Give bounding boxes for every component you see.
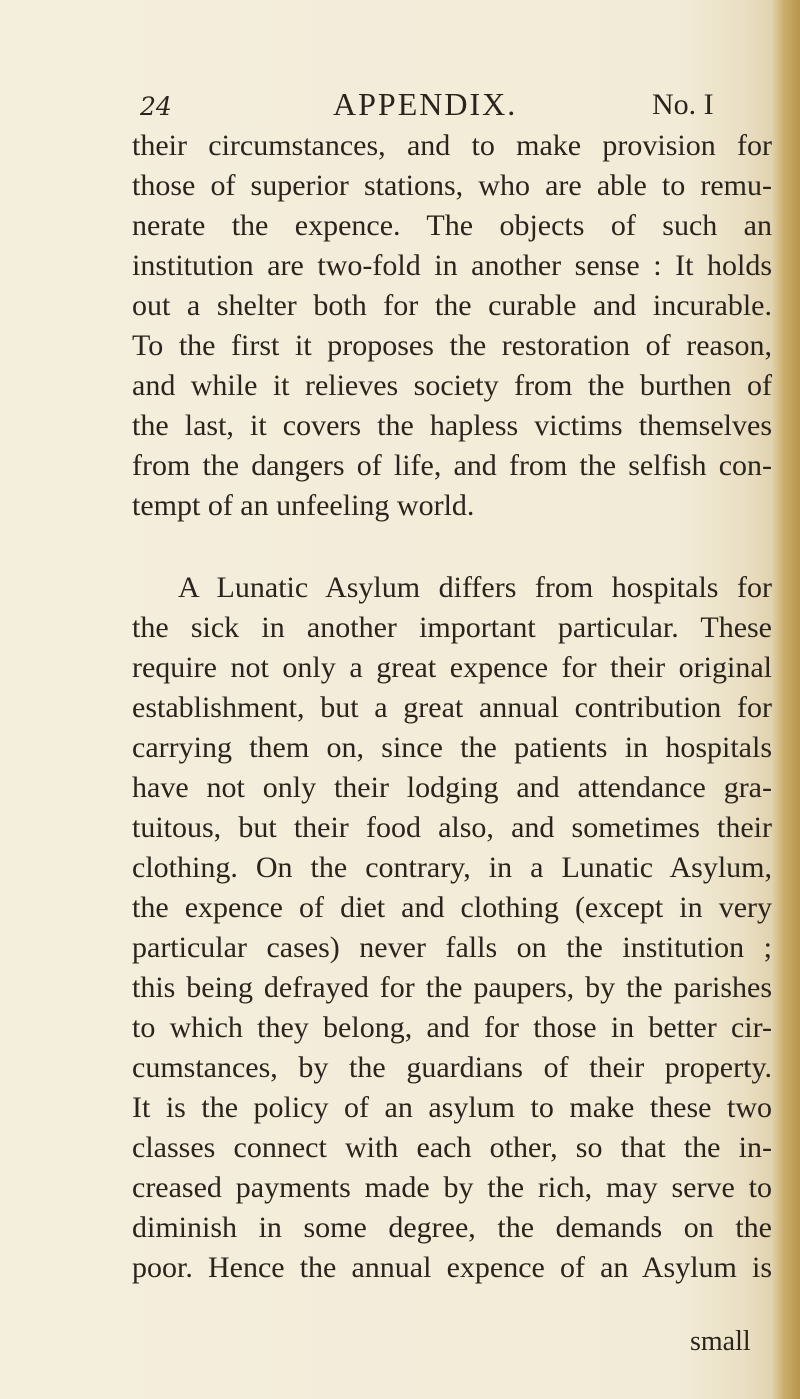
paragraph-1 — [132, 126, 772, 526]
text-line: carrying them on, since the patients in hospitals — [132, 731, 772, 764]
text-line: institution are two-fold in another sense : It holds — [132, 249, 772, 282]
section-reference: No. I — [652, 88, 714, 121]
text-line: establishment, but a great annual contribution for — [132, 691, 772, 724]
text-line: require not only a great expence for their original — [132, 651, 772, 684]
text-line: tempt of an unfeeling world. — [132, 489, 475, 522]
paragraph-2 — [132, 568, 772, 1288]
text-line: creased payments made by the rich, may serve to — [132, 1171, 772, 1204]
text-line: the expence of diet and clothing (except in very — [132, 891, 772, 924]
text-line: cumstances, by the guardians of their property. — [132, 1051, 772, 1084]
text-line: out a shelter both for the curable and incurable. — [132, 289, 772, 322]
text-line: have not only their lodging and attendance gra- — [132, 771, 772, 804]
page-edge — [772, 0, 800, 1399]
text-line: classes connect with each other, so that the in- — [132, 1131, 772, 1164]
text-line: It is the policy of an asylum to make these two — [132, 1091, 772, 1124]
running-header — [0, 86, 800, 130]
running-title: APPENDIX. — [333, 86, 518, 122]
paragraph-gap — [132, 526, 772, 568]
text-line: To the first it proposes the restoration of reason, — [132, 329, 772, 362]
text-line: to which they belong, and for those in better cir- — [132, 1011, 772, 1044]
catchword: small — [690, 1326, 751, 1357]
text-line: clothing. On the contrary, in a Lunatic Asylum, — [132, 851, 772, 884]
text-line: poor. Hence the annual expence of an Asylum is — [132, 1251, 772, 1284]
text-line: the last, it covers the hapless victims themselves — [132, 409, 772, 442]
text-line: those of superior stations, who are able to remu- — [132, 169, 772, 202]
text-line: and while it relieves society from the burthen of — [132, 369, 772, 402]
text-line: A Lunatic Asylum differs from hospitals for — [178, 571, 772, 604]
text-line: their circumstances, and to make provision for — [132, 129, 772, 162]
text-line: tuitous, but their food also, and sometimes their — [132, 811, 772, 844]
text-line: from the dangers of life, and from the selfish con- — [132, 449, 772, 482]
page-number: 24 — [140, 92, 172, 121]
text-line: the sick in another important particular. These — [132, 611, 772, 644]
text-line: diminish in some degree, the demands on the — [132, 1211, 772, 1244]
text-line: particular cases) never falls on the institution ; — [132, 931, 772, 964]
text-line: nerate the expence. The objects of such an — [132, 209, 772, 242]
body-text — [132, 126, 772, 1288]
text-line: this being defrayed for the paupers, by the parishes — [132, 971, 772, 1004]
